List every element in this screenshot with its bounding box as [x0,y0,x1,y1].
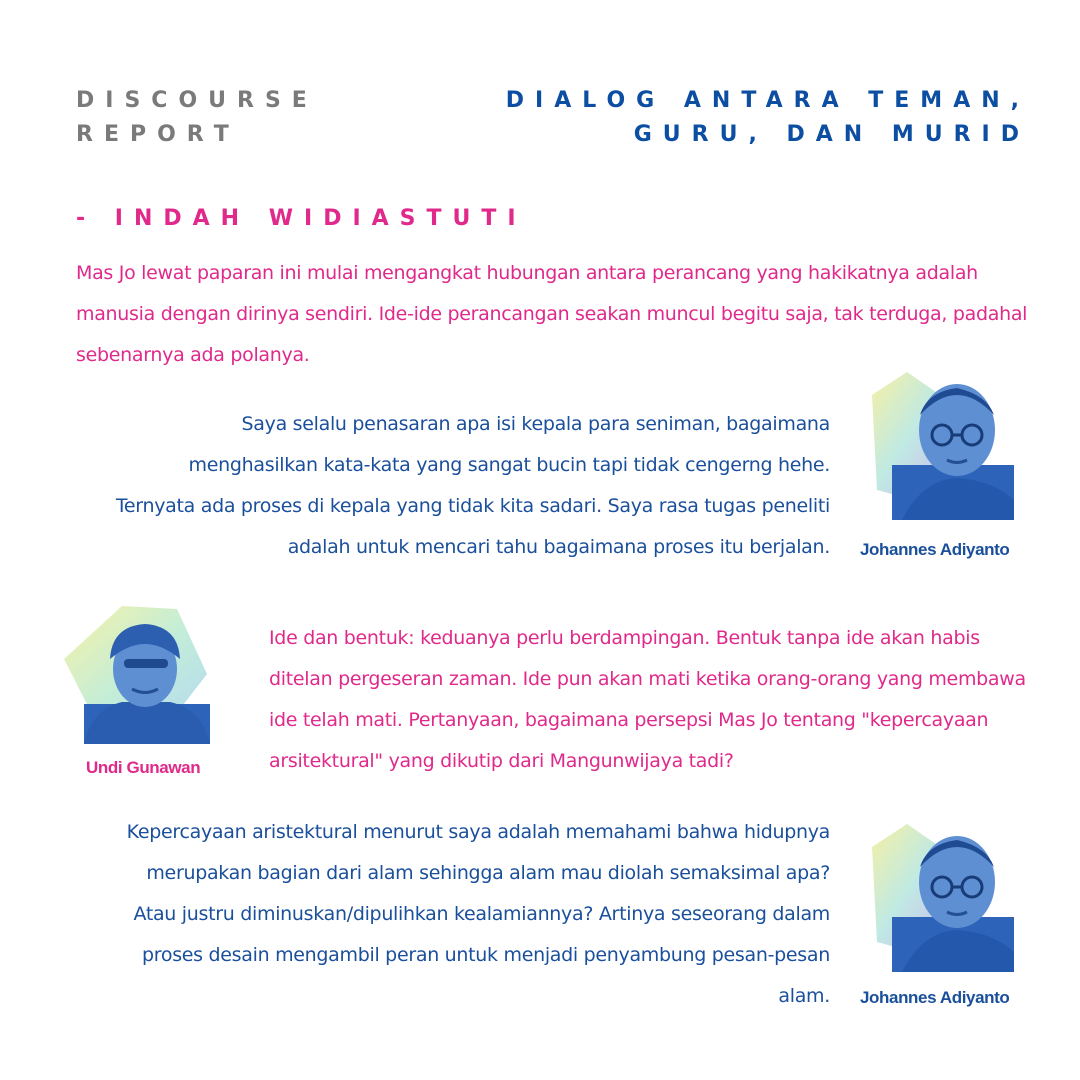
quote-undi: Ide dan bentuk: keduanya perlu berdampingan. Bentuk tanpa ide akan habis ditelan pergeseran zaman. Ide pun akan mati ketika orang-orang yang membawa ide telah mati. Pertanyaan, bagaimana persepsi Mas Jo tentang "kepercayaan arsitektural" yang dikutip dari Mangunwijaya tadi? [269,627,1026,772]
quote-johannes-1: Saya selalu penasaran apa isi kepala para seniman, bagaimana menghasilkan kata-kata yang sangat bucin tapi tidak cengerng hehe. Ternyata ada proses di kepala yang tidak kita sadari. Saya rasa tugas peneliti adalah untuk mencari tahu bagaimana proses itu berjalan. [115,413,830,558]
report-label [76,84,318,152]
speaker-name-johannes-2: Johannes Adiyanto [860,988,1010,1007]
intro-paragraph: Mas Jo lewat paparan ini mulai mengangkat hubungan antara perancang yang hakikatnya adalah manusia dengan dirinya sendiri. Ide-ide perancangan seakan muncul begitu saja, tak terduga, padahal sebenarnya ada polanya. [76,262,1028,366]
speaker-name-johannes-1: Johannes Adiyanto [860,540,1010,559]
portrait-johannes-2 [862,822,1022,974]
report-label-line1: DISCOURSE [76,88,318,113]
report-label-line2: REPORT [76,122,240,147]
author-name: - INDAH WIDIASTUTI [76,206,527,231]
quote-johannes-2: Kepercayaan aristektural menurut saya adalah memahami bahwa hidupnya merupakan bagian dari alam sehingga alam mau diolah semaksimal apa? Atau justru diminuskan/dipulihkan kealamiannya? Artinya seseorang dalam proses desain mengambil peran untuk menjadi penyambung pesan-pesan alam. [126,821,830,1007]
speaker-name-undi: Undi Gunawan [86,758,201,777]
report-title [506,84,1030,152]
report-title-line2: GURU, DAN MURID [633,122,1030,147]
portrait-undi [62,604,212,744]
portrait-johannes-1 [862,370,1022,522]
report-title-line1: DIALOG ANTARA TEMAN, [505,88,1030,113]
